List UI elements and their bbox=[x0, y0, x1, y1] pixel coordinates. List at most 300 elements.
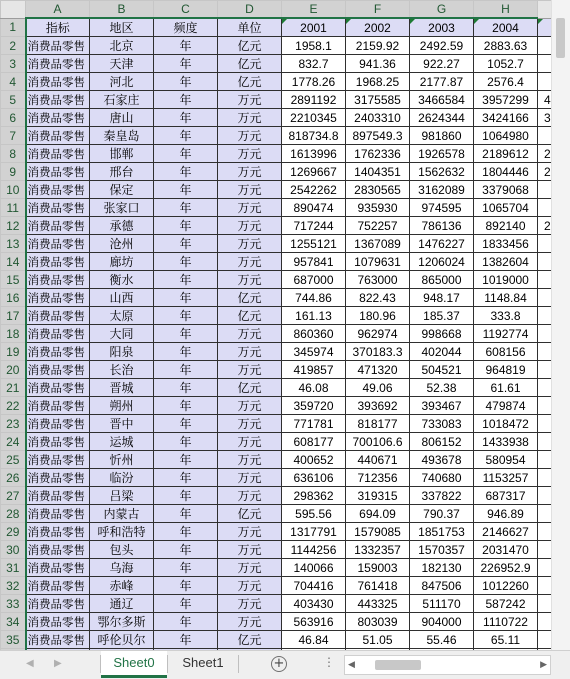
cell-e27[interactable]: 298362 bbox=[282, 487, 346, 505]
cell-g9[interactable]: 1562632 bbox=[410, 163, 474, 181]
cell-b25[interactable]: 忻州 bbox=[90, 451, 154, 469]
cell-e29[interactable]: 1317791 bbox=[282, 523, 346, 541]
row-header[interactable]: 21 bbox=[1, 379, 26, 397]
cell-h11[interactable]: 1065704 bbox=[474, 199, 538, 217]
cell-e18[interactable]: 860360 bbox=[282, 325, 346, 343]
cell-h2[interactable]: 2883.63 bbox=[474, 37, 538, 55]
cell-a23[interactable]: 消费品零售 bbox=[26, 415, 90, 433]
cell-g30[interactable]: 1570357 bbox=[410, 541, 474, 559]
cell-f31[interactable]: 159003 bbox=[346, 559, 410, 577]
tab-sheet0[interactable]: Sheet0 bbox=[101, 651, 167, 678]
cell-i6[interactable]: 3 bbox=[538, 109, 568, 127]
cell-f12[interactable]: 752257 bbox=[346, 217, 410, 235]
cell-d14[interactable]: 万元 bbox=[218, 253, 282, 271]
cell-f13[interactable]: 1367089 bbox=[346, 235, 410, 253]
cell-b1[interactable]: 地区 bbox=[90, 18, 154, 37]
cell-e34[interactable]: 563916 bbox=[282, 613, 346, 631]
cell-b13[interactable]: 沧州 bbox=[90, 235, 154, 253]
cell-h35[interactable]: 65.11 bbox=[474, 631, 538, 649]
row-header[interactable]: 22 bbox=[1, 397, 26, 415]
cell-b31[interactable]: 乌海 bbox=[90, 559, 154, 577]
cell-f19[interactable]: 370183.3 bbox=[346, 343, 410, 361]
cell-f22[interactable]: 393692 bbox=[346, 397, 410, 415]
cell-b22[interactable]: 朔州 bbox=[90, 397, 154, 415]
row-header[interactable]: 4 bbox=[1, 73, 26, 91]
cell-f18[interactable]: 962974 bbox=[346, 325, 410, 343]
cell-i12[interactable]: 2 bbox=[538, 217, 568, 235]
cell-f30[interactable]: 1332357 bbox=[346, 541, 410, 559]
cell-f23[interactable]: 818177 bbox=[346, 415, 410, 433]
cell-e28[interactable]: 595.56 bbox=[282, 505, 346, 523]
cell-e5[interactable]: 2891192 bbox=[282, 91, 346, 109]
row-header[interactable]: 14 bbox=[1, 253, 26, 271]
cell-d5[interactable]: 万元 bbox=[218, 91, 282, 109]
cell-h21[interactable]: 61.61 bbox=[474, 379, 538, 397]
row-header[interactable]: 25 bbox=[1, 451, 26, 469]
horizontal-scroll-thumb[interactable] bbox=[375, 660, 421, 670]
cell-d20[interactable]: 万元 bbox=[218, 361, 282, 379]
cell-c1[interactable]: 频度 bbox=[154, 18, 218, 37]
cell-d30[interactable]: 万元 bbox=[218, 541, 282, 559]
cell-c7[interactable]: 年 bbox=[154, 127, 218, 145]
cell-a11[interactable]: 消费品零售 bbox=[26, 199, 90, 217]
cell-h6[interactable]: 3424166 bbox=[474, 109, 538, 127]
cell-c23[interactable]: 年 bbox=[154, 415, 218, 433]
cell-d16[interactable]: 亿元 bbox=[218, 289, 282, 307]
cell-a20[interactable]: 消费品零售 bbox=[26, 361, 90, 379]
cell-b3[interactable]: 天津 bbox=[90, 55, 154, 73]
cell-e24[interactable]: 608177 bbox=[282, 433, 346, 451]
cell-e4[interactable]: 1778.26 bbox=[282, 73, 346, 91]
cell-f11[interactable]: 935930 bbox=[346, 199, 410, 217]
cell-d22[interactable]: 万元 bbox=[218, 397, 282, 415]
cell-e3[interactable]: 832.7 bbox=[282, 55, 346, 73]
cell-f21[interactable]: 49.06 bbox=[346, 379, 410, 397]
cell-h10[interactable]: 3379068 bbox=[474, 181, 538, 199]
row-header[interactable]: 33 bbox=[1, 595, 26, 613]
cell-b2[interactable]: 北京 bbox=[90, 37, 154, 55]
cell-d18[interactable]: 万元 bbox=[218, 325, 282, 343]
cell-a16[interactable]: 消费品零售 bbox=[26, 289, 90, 307]
cell-h28[interactable]: 946.89 bbox=[474, 505, 538, 523]
cell-b26[interactable]: 临汾 bbox=[90, 469, 154, 487]
scroll-left-icon[interactable]: ◀ bbox=[348, 660, 355, 670]
row-header[interactable]: 27 bbox=[1, 487, 26, 505]
cell-b14[interactable]: 廊坊 bbox=[90, 253, 154, 271]
cell-h34[interactable]: 1110722 bbox=[474, 613, 538, 631]
cell-d35[interactable]: 亿元 bbox=[218, 631, 282, 649]
cell-g17[interactable]: 185.37 bbox=[410, 307, 474, 325]
cell-g18[interactable]: 998668 bbox=[410, 325, 474, 343]
cell-c33[interactable]: 年 bbox=[154, 595, 218, 613]
column-header-h[interactable]: H bbox=[474, 1, 538, 19]
cell-g28[interactable]: 790.37 bbox=[410, 505, 474, 523]
cell-e1[interactable]: 2001 bbox=[282, 18, 346, 37]
cell-d19[interactable]: 万元 bbox=[218, 343, 282, 361]
cell-b18[interactable]: 大同 bbox=[90, 325, 154, 343]
cell-c29[interactable]: 年 bbox=[154, 523, 218, 541]
cell-c3[interactable]: 年 bbox=[154, 55, 218, 73]
cell-c8[interactable]: 年 bbox=[154, 145, 218, 163]
row-header[interactable]: 13 bbox=[1, 235, 26, 253]
cell-a29[interactable]: 消费品零售 bbox=[26, 523, 90, 541]
cell-b9[interactable]: 邢台 bbox=[90, 163, 154, 181]
row-header[interactable]: 17 bbox=[1, 307, 26, 325]
cell-d2[interactable]: 亿元 bbox=[218, 37, 282, 55]
cell-b12[interactable]: 承德 bbox=[90, 217, 154, 235]
row-header[interactable]: 2 bbox=[1, 37, 26, 55]
cell-h1[interactable]: 2004 bbox=[474, 18, 538, 37]
cell-f32[interactable]: 761418 bbox=[346, 577, 410, 595]
cell-c24[interactable]: 年 bbox=[154, 433, 218, 451]
cell-h8[interactable]: 2189612 bbox=[474, 145, 538, 163]
cell-f20[interactable]: 471320 bbox=[346, 361, 410, 379]
cell-g23[interactable]: 733083 bbox=[410, 415, 474, 433]
cell-e21[interactable]: 46.08 bbox=[282, 379, 346, 397]
cell-e9[interactable]: 1269667 bbox=[282, 163, 346, 181]
cell-b19[interactable]: 阳泉 bbox=[90, 343, 154, 361]
cell-e31[interactable]: 140066 bbox=[282, 559, 346, 577]
cell-e13[interactable]: 1255121 bbox=[282, 235, 346, 253]
column-header-b[interactable]: B bbox=[90, 1, 154, 19]
cell-e20[interactable]: 419857 bbox=[282, 361, 346, 379]
cell-e23[interactable]: 771781 bbox=[282, 415, 346, 433]
cell-h29[interactable]: 2146627 bbox=[474, 523, 538, 541]
select-all-corner[interactable] bbox=[1, 1, 26, 19]
cell-e33[interactable]: 403430 bbox=[282, 595, 346, 613]
cell-c35[interactable]: 年 bbox=[154, 631, 218, 649]
cell-e22[interactable]: 359720 bbox=[282, 397, 346, 415]
cell-h14[interactable]: 1382604 bbox=[474, 253, 538, 271]
cell-g32[interactable]: 847506 bbox=[410, 577, 474, 595]
prev-sheet-icon[interactable]: ◀ bbox=[26, 658, 34, 669]
cell-g24[interactable]: 806152 bbox=[410, 433, 474, 451]
cell-d12[interactable]: 万元 bbox=[218, 217, 282, 235]
row-header[interactable]: 23 bbox=[1, 415, 26, 433]
cell-c25[interactable]: 年 bbox=[154, 451, 218, 469]
cell-b27[interactable]: 吕梁 bbox=[90, 487, 154, 505]
tab-sheet1[interactable]: Sheet1 bbox=[182, 655, 224, 670]
cell-c13[interactable]: 年 bbox=[154, 235, 218, 253]
cell-e6[interactable]: 2210345 bbox=[282, 109, 346, 127]
cell-h3[interactable]: 1052.7 bbox=[474, 55, 538, 73]
scroll-right-icon[interactable]: ▶ bbox=[540, 660, 547, 670]
cell-h26[interactable]: 1153257 bbox=[474, 469, 538, 487]
cell-a14[interactable]: 消费品零售 bbox=[26, 253, 90, 271]
cell-e12[interactable]: 717244 bbox=[282, 217, 346, 235]
cell-a28[interactable]: 消费品零售 bbox=[26, 505, 90, 523]
cell-a10[interactable]: 消费品零售 bbox=[26, 181, 90, 199]
cell-f3[interactable]: 941.36 bbox=[346, 55, 410, 73]
cell-e35[interactable]: 46.84 bbox=[282, 631, 346, 649]
cell-b35[interactable]: 呼伦贝尔 bbox=[90, 631, 154, 649]
cell-b6[interactable]: 唐山 bbox=[90, 109, 154, 127]
row-header[interactable]: 34 bbox=[1, 613, 26, 631]
row-header[interactable]: 9 bbox=[1, 163, 26, 181]
cell-f16[interactable]: 822.43 bbox=[346, 289, 410, 307]
cell-d24[interactable]: 万元 bbox=[218, 433, 282, 451]
cell-d25[interactable]: 万元 bbox=[218, 451, 282, 469]
cell-g14[interactable]: 1206024 bbox=[410, 253, 474, 271]
cell-f8[interactable]: 1762336 bbox=[346, 145, 410, 163]
cell-g4[interactable]: 2177.87 bbox=[410, 73, 474, 91]
cell-h23[interactable]: 1018472 bbox=[474, 415, 538, 433]
cell-g20[interactable]: 504521 bbox=[410, 361, 474, 379]
cell-h30[interactable]: 2031470 bbox=[474, 541, 538, 559]
cell-a21[interactable]: 消费品零售 bbox=[26, 379, 90, 397]
cell-f33[interactable]: 443325 bbox=[346, 595, 410, 613]
cell-f27[interactable]: 319315 bbox=[346, 487, 410, 505]
cell-e15[interactable]: 687000 bbox=[282, 271, 346, 289]
vertical-scrollbar[interactable] bbox=[551, 0, 570, 650]
cell-f2[interactable]: 2159.92 bbox=[346, 37, 410, 55]
cell-g5[interactable]: 3466584 bbox=[410, 91, 474, 109]
row-header[interactable]: 29 bbox=[1, 523, 26, 541]
cell-a19[interactable]: 消费品零售 bbox=[26, 343, 90, 361]
cell-a8[interactable]: 消费品零售 bbox=[26, 145, 90, 163]
row-header[interactable]: 19 bbox=[1, 343, 26, 361]
cell-c17[interactable]: 年 bbox=[154, 307, 218, 325]
cell-g13[interactable]: 1476227 bbox=[410, 235, 474, 253]
row-header[interactable]: 8 bbox=[1, 145, 26, 163]
cell-c21[interactable]: 年 bbox=[154, 379, 218, 397]
cell-e10[interactable]: 2542262 bbox=[282, 181, 346, 199]
column-header-e[interactable]: E bbox=[282, 1, 346, 19]
cell-a35[interactable]: 消费品零售 bbox=[26, 631, 90, 649]
cell-a24[interactable]: 消费品零售 bbox=[26, 433, 90, 451]
cell-b24[interactable]: 运城 bbox=[90, 433, 154, 451]
row-header[interactable]: 1 bbox=[1, 18, 26, 37]
cell-a12[interactable]: 消费品零售 bbox=[26, 217, 90, 235]
cell-c28[interactable]: 年 bbox=[154, 505, 218, 523]
cell-h24[interactable]: 1433938 bbox=[474, 433, 538, 451]
cell-f28[interactable]: 694.09 bbox=[346, 505, 410, 523]
cell-c22[interactable]: 年 bbox=[154, 397, 218, 415]
cell-e16[interactable]: 744.86 bbox=[282, 289, 346, 307]
cell-i9[interactable]: 2 bbox=[538, 163, 568, 181]
cell-h32[interactable]: 1012260 bbox=[474, 577, 538, 595]
cell-b21[interactable]: 晋城 bbox=[90, 379, 154, 397]
cell-f6[interactable]: 2403310 bbox=[346, 109, 410, 127]
cell-d13[interactable]: 万元 bbox=[218, 235, 282, 253]
row-header[interactable]: 28 bbox=[1, 505, 26, 523]
cell-g27[interactable]: 337822 bbox=[410, 487, 474, 505]
cell-c30[interactable]: 年 bbox=[154, 541, 218, 559]
vertical-scroll-thumb[interactable] bbox=[556, 18, 565, 58]
cell-g33[interactable]: 511170 bbox=[410, 595, 474, 613]
row-header[interactable]: 26 bbox=[1, 469, 26, 487]
cell-b5[interactable]: 石家庄 bbox=[90, 91, 154, 109]
cell-c34[interactable]: 年 bbox=[154, 613, 218, 631]
column-header-f[interactable]: F bbox=[346, 1, 410, 19]
row-header[interactable]: 20 bbox=[1, 361, 26, 379]
cell-a6[interactable]: 消费品零售 bbox=[26, 109, 90, 127]
cell-g25[interactable]: 493678 bbox=[410, 451, 474, 469]
cell-d29[interactable]: 万元 bbox=[218, 523, 282, 541]
cell-h18[interactable]: 1192774 bbox=[474, 325, 538, 343]
cell-e7[interactable]: 818734.8 bbox=[282, 127, 346, 145]
cell-c14[interactable]: 年 bbox=[154, 253, 218, 271]
cell-b28[interactable]: 内蒙古 bbox=[90, 505, 154, 523]
cell-e30[interactable]: 1144256 bbox=[282, 541, 346, 559]
cell-h9[interactable]: 1804446 bbox=[474, 163, 538, 181]
row-header[interactable]: 5 bbox=[1, 91, 26, 109]
cell-a34[interactable]: 消费品零售 bbox=[26, 613, 90, 631]
cell-d34[interactable]: 万元 bbox=[218, 613, 282, 631]
cell-d28[interactable]: 亿元 bbox=[218, 505, 282, 523]
add-sheet-button[interactable]: + bbox=[271, 656, 287, 672]
cell-b10[interactable]: 保定 bbox=[90, 181, 154, 199]
cell-f14[interactable]: 1079631 bbox=[346, 253, 410, 271]
cell-d27[interactable]: 万元 bbox=[218, 487, 282, 505]
cell-f24[interactable]: 700106.6 bbox=[346, 433, 410, 451]
cell-d33[interactable]: 万元 bbox=[218, 595, 282, 613]
cell-b11[interactable]: 张家口 bbox=[90, 199, 154, 217]
cell-c2[interactable]: 年 bbox=[154, 37, 218, 55]
cell-a1[interactable]: 指标 bbox=[26, 18, 90, 37]
cell-d17[interactable]: 亿元 bbox=[218, 307, 282, 325]
cell-g26[interactable]: 740680 bbox=[410, 469, 474, 487]
cell-a5[interactable]: 消费品零售 bbox=[26, 91, 90, 109]
cell-g7[interactable]: 981860 bbox=[410, 127, 474, 145]
cell-b23[interactable]: 晋中 bbox=[90, 415, 154, 433]
cell-f10[interactable]: 2830565 bbox=[346, 181, 410, 199]
row-header[interactable]: 7 bbox=[1, 127, 26, 145]
cell-b15[interactable]: 衡水 bbox=[90, 271, 154, 289]
cell-a30[interactable]: 消费品零售 bbox=[26, 541, 90, 559]
cell-g12[interactable]: 786136 bbox=[410, 217, 474, 235]
cell-d6[interactable]: 万元 bbox=[218, 109, 282, 127]
cell-c12[interactable]: 年 bbox=[154, 217, 218, 235]
cell-g10[interactable]: 3162089 bbox=[410, 181, 474, 199]
cell-f34[interactable]: 803039 bbox=[346, 613, 410, 631]
row-header[interactable]: 35 bbox=[1, 631, 26, 649]
row-header[interactable]: 11 bbox=[1, 199, 26, 217]
cell-b16[interactable]: 山西 bbox=[90, 289, 154, 307]
cell-a13[interactable]: 消费品零售 bbox=[26, 235, 90, 253]
cell-e14[interactable]: 957841 bbox=[282, 253, 346, 271]
cell-d11[interactable]: 万元 bbox=[218, 199, 282, 217]
cell-h12[interactable]: 892140 bbox=[474, 217, 538, 235]
cell-g16[interactable]: 948.17 bbox=[410, 289, 474, 307]
cell-e25[interactable]: 400652 bbox=[282, 451, 346, 469]
cell-a33[interactable]: 消费品零售 bbox=[26, 595, 90, 613]
cell-d4[interactable]: 亿元 bbox=[218, 73, 282, 91]
more-options-icon[interactable]: ⋮ bbox=[323, 655, 336, 669]
cell-d26[interactable]: 万元 bbox=[218, 469, 282, 487]
row-header[interactable]: 18 bbox=[1, 325, 26, 343]
cell-c26[interactable]: 年 bbox=[154, 469, 218, 487]
cell-e32[interactable]: 704416 bbox=[282, 577, 346, 595]
cell-i5[interactable]: 4 bbox=[538, 91, 568, 109]
cell-e8[interactable]: 1613996 bbox=[282, 145, 346, 163]
cell-h20[interactable]: 964819 bbox=[474, 361, 538, 379]
cell-h15[interactable]: 1019000 bbox=[474, 271, 538, 289]
cell-h5[interactable]: 3957299 bbox=[474, 91, 538, 109]
cell-c27[interactable]: 年 bbox=[154, 487, 218, 505]
row-header[interactable]: 24 bbox=[1, 433, 26, 451]
cell-a17[interactable]: 消费品零售 bbox=[26, 307, 90, 325]
cell-b17[interactable]: 太原 bbox=[90, 307, 154, 325]
cell-h27[interactable]: 687317 bbox=[474, 487, 538, 505]
row-header[interactable]: 31 bbox=[1, 559, 26, 577]
cell-c10[interactable]: 年 bbox=[154, 181, 218, 199]
cell-a26[interactable]: 消费品零售 bbox=[26, 469, 90, 487]
cell-d15[interactable]: 万元 bbox=[218, 271, 282, 289]
cell-a31[interactable]: 消费品零售 bbox=[26, 559, 90, 577]
cell-g2[interactable]: 2492.59 bbox=[410, 37, 474, 55]
cell-d21[interactable]: 亿元 bbox=[218, 379, 282, 397]
row-header[interactable]: 12 bbox=[1, 217, 26, 235]
cell-d9[interactable]: 万元 bbox=[218, 163, 282, 181]
cell-d32[interactable]: 万元 bbox=[218, 577, 282, 595]
cell-c18[interactable]: 年 bbox=[154, 325, 218, 343]
cell-a15[interactable]: 消费品零售 bbox=[26, 271, 90, 289]
cell-h4[interactable]: 2576.4 bbox=[474, 73, 538, 91]
cell-f15[interactable]: 763000 bbox=[346, 271, 410, 289]
row-header[interactable]: 15 bbox=[1, 271, 26, 289]
cell-f26[interactable]: 712356 bbox=[346, 469, 410, 487]
cell-d10[interactable]: 万元 bbox=[218, 181, 282, 199]
cell-a18[interactable]: 消费品零售 bbox=[26, 325, 90, 343]
cell-g22[interactable]: 393467 bbox=[410, 397, 474, 415]
cell-f9[interactable]: 1404351 bbox=[346, 163, 410, 181]
cell-e26[interactable]: 636106 bbox=[282, 469, 346, 487]
cell-c16[interactable]: 年 bbox=[154, 289, 218, 307]
cell-f5[interactable]: 3175585 bbox=[346, 91, 410, 109]
cell-b32[interactable]: 赤峰 bbox=[90, 577, 154, 595]
row-header[interactable]: 30 bbox=[1, 541, 26, 559]
column-header-a[interactable]: A bbox=[26, 1, 90, 19]
cell-e19[interactable]: 345974 bbox=[282, 343, 346, 361]
cell-h19[interactable]: 608156 bbox=[474, 343, 538, 361]
cell-g31[interactable]: 182130 bbox=[410, 559, 474, 577]
cell-h7[interactable]: 1064980 bbox=[474, 127, 538, 145]
cell-g6[interactable]: 2624344 bbox=[410, 109, 474, 127]
cell-b4[interactable]: 河北 bbox=[90, 73, 154, 91]
cell-f17[interactable]: 180.96 bbox=[346, 307, 410, 325]
cell-g8[interactable]: 1926578 bbox=[410, 145, 474, 163]
cell-c32[interactable]: 年 bbox=[154, 577, 218, 595]
cell-g15[interactable]: 865000 bbox=[410, 271, 474, 289]
cell-b20[interactable]: 长治 bbox=[90, 361, 154, 379]
row-header[interactable]: 6 bbox=[1, 109, 26, 127]
cell-c31[interactable]: 年 bbox=[154, 559, 218, 577]
cell-d8[interactable]: 万元 bbox=[218, 145, 282, 163]
cell-g34[interactable]: 904000 bbox=[410, 613, 474, 631]
column-header-d[interactable]: D bbox=[218, 1, 282, 19]
cell-c15[interactable]: 年 bbox=[154, 271, 218, 289]
cell-f25[interactable]: 440671 bbox=[346, 451, 410, 469]
cell-f1[interactable]: 2002 bbox=[346, 18, 410, 37]
cell-b33[interactable]: 通辽 bbox=[90, 595, 154, 613]
cell-c11[interactable]: 年 bbox=[154, 199, 218, 217]
cell-h16[interactable]: 1148.84 bbox=[474, 289, 538, 307]
cell-g35[interactable]: 55.46 bbox=[410, 631, 474, 649]
cell-b8[interactable]: 邯郸 bbox=[90, 145, 154, 163]
cell-c6[interactable]: 年 bbox=[154, 109, 218, 127]
cell-h13[interactable]: 1833456 bbox=[474, 235, 538, 253]
cell-b30[interactable]: 包头 bbox=[90, 541, 154, 559]
cell-e17[interactable]: 161.13 bbox=[282, 307, 346, 325]
cell-h31[interactable]: 226952.9 bbox=[474, 559, 538, 577]
cell-g3[interactable]: 922.27 bbox=[410, 55, 474, 73]
cell-g11[interactable]: 974595 bbox=[410, 199, 474, 217]
cell-b29[interactable]: 呼和浩特 bbox=[90, 523, 154, 541]
cell-i8[interactable]: 2 bbox=[538, 145, 568, 163]
next-sheet-icon[interactable]: ▶ bbox=[54, 658, 62, 669]
cell-e2[interactable]: 1958.1 bbox=[282, 37, 346, 55]
